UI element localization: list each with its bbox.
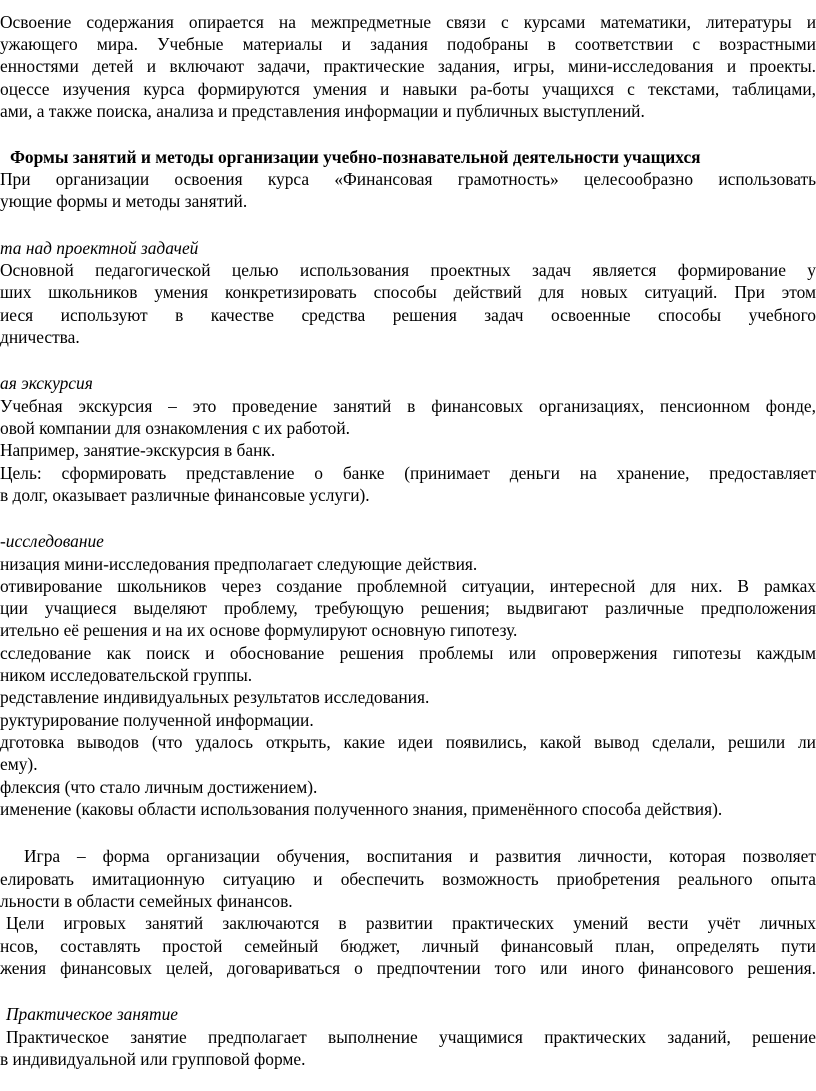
text-line: дничества. bbox=[0, 327, 80, 347]
text-line: енностями детей и включают задачи, практические задания, игры, мини-исследования и проекты. bbox=[0, 56, 816, 76]
text-line: дготовка выводов (что удалось открыть, какие идеи появились, какой вывод сделали, решили ли bbox=[0, 732, 816, 752]
text-line: Формы занятий и методы организации учебно-познавательной деятельности учащихся bbox=[10, 147, 701, 167]
text-line: ником исследовательской группы. bbox=[0, 665, 253, 685]
text-line: именение (каковы области использования полученного знания, применённого способа действия). bbox=[0, 799, 723, 819]
text-line: оцессе изучения курса формируются умения и навыки ра-боты учащихся с текстами, таблицами, bbox=[0, 79, 816, 99]
text-line: -исследование bbox=[0, 531, 104, 551]
text-line: руктурирование полученной информации. bbox=[0, 710, 314, 730]
text-line: редставление индивидуальных результатов исследования. bbox=[0, 687, 430, 707]
text-line: Учебная экскурсия – это проведение занятий в финансовых организациях, пенсионном фонде, bbox=[0, 396, 816, 416]
text-line: жения финансовых целей, договариваться о предпочтении того или иного финансового решения. bbox=[0, 958, 816, 978]
text-line: ами, а также поиска, анализа и представления информации и публичных выступлений. bbox=[0, 101, 645, 121]
text-line: Например, занятие-экскурсия в банк. bbox=[0, 440, 276, 460]
text-line: ших школьников умения конкретизировать способы действий для новых ситуаций. При этом bbox=[0, 282, 816, 302]
text-line: льности в области семейных финансов. bbox=[0, 891, 293, 911]
text-line: нсов, составлять простой семейный бюджет, личный финансовый план, определять пути bbox=[0, 936, 816, 956]
text-line: ующие формы и методы занятий. bbox=[0, 191, 248, 211]
text-line: флексия (что стало личным достижением). bbox=[0, 777, 318, 797]
text-line: Цели игровых занятий заключаются в развитии практических умений вести учёт личных bbox=[6, 913, 816, 933]
text-line: иеся используют в качестве средства решения задач освоенные способы учебного bbox=[0, 305, 816, 325]
text-line: елировать имитационную ситуацию и обеспечить возможность приобретения реального опыта bbox=[0, 869, 816, 889]
text-line: ужающего мира. Учебные материалы и задания подобраны в соответствии с возрастными bbox=[0, 34, 816, 54]
text-line: та над проектной задачей bbox=[0, 238, 199, 258]
text-line: овой компании для ознакомления с их работой. bbox=[0, 418, 350, 438]
text-line: в индивидуальной или групповой форме. bbox=[0, 1049, 306, 1069]
text-line: Цель: сформировать представление о банке (принимает деньги на хранение, предоставляет bbox=[0, 463, 816, 483]
text-line: низация мини-исследования предполагает следующие действия. bbox=[0, 554, 478, 574]
text-line: ции учащиеся выделяют проблему, требующую решения; выдвигают различные предположения bbox=[0, 598, 816, 618]
text-line: Практическое занятие bbox=[6, 1004, 179, 1024]
text-line: отивирование школьников через создание проблемной ситуации, интересной для них. В рамках bbox=[0, 576, 816, 596]
text-line: Практическое занятие предполагает выполнение учащимися практических заданий, решение bbox=[6, 1027, 816, 1047]
text-line: Игра – форма организации обучения, воспитания и развития личности, которая позволяет bbox=[24, 846, 816, 866]
text-line: При организации освоения курса «Финансовая грамотность» целесообразно использовать bbox=[0, 169, 816, 189]
text-line: Основной педагогической целью использования проектных задач является формирование у bbox=[0, 260, 816, 280]
text-line: Освоение содержания опирается на межпредметные связи с курсами математики, литературы и bbox=[0, 12, 816, 32]
text-line: в долг, оказывает различные финансовые услуги). bbox=[0, 485, 370, 505]
text-line: ительно её решения и на их основе формулируют основную гипотезу. bbox=[0, 620, 518, 640]
text-line: ему). bbox=[0, 754, 38, 774]
text-line: сследование как поиск и обоснование решения проблемы или опровержения гипотезы каждым bbox=[0, 643, 816, 663]
text-line: ая экскурсия bbox=[0, 373, 93, 393]
